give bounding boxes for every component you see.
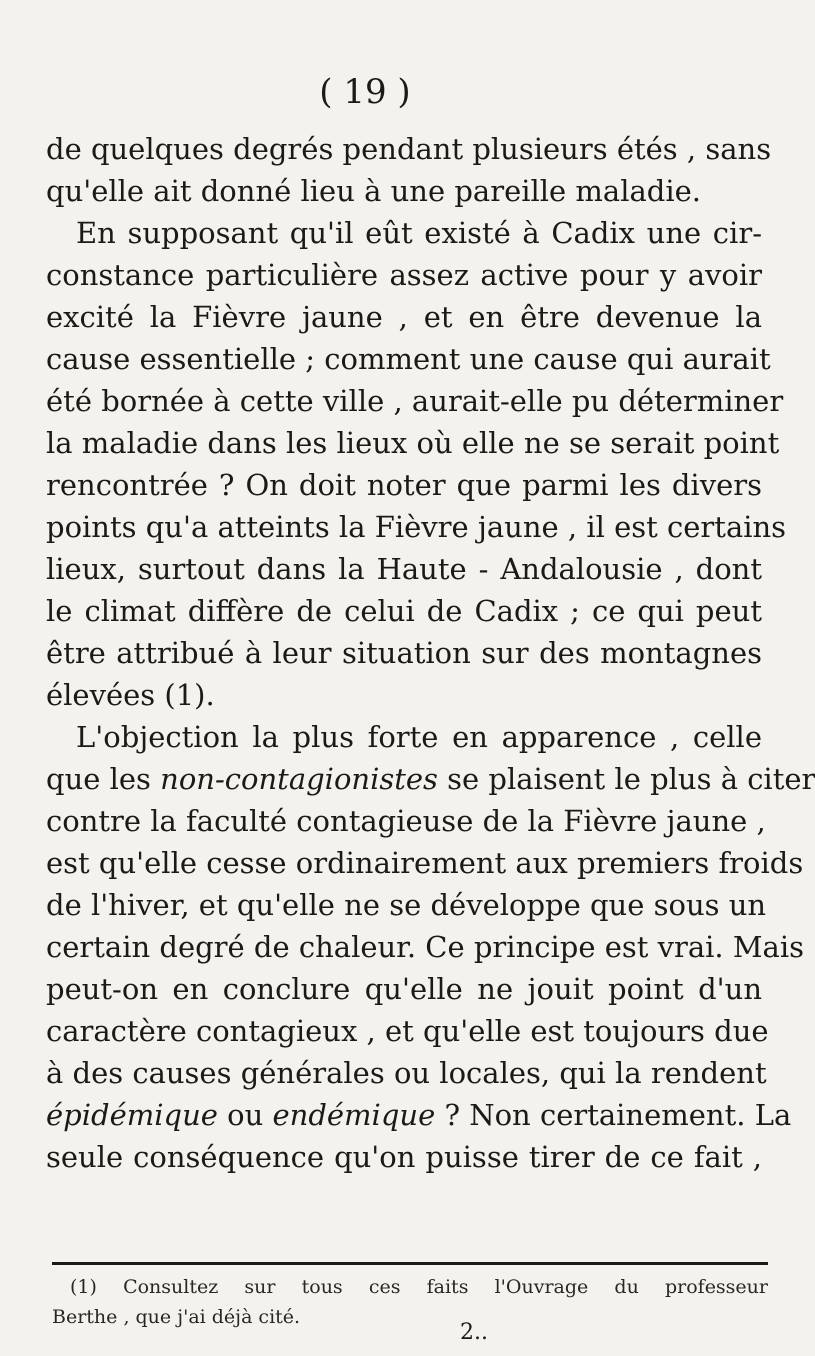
text-line: rencontrée ? On doit noter que parmi les divers — [46, 468, 762, 502]
paragraph-1 — [46, 128, 772, 212]
text-segment: ? Non certainement. La — [435, 1098, 792, 1132]
text-line: excité la Fièvre jaune , et en être devenue la — [46, 300, 762, 334]
paragraph-2 — [46, 212, 787, 716]
text-line: été bornée à cette ville , aurait-elle pu déterminer — [46, 384, 784, 418]
text-line: de quelques degrés pendant plusieurs étés , sans — [46, 132, 772, 166]
text-line: points qu'a atteints la Fièvre jaune , il est certains — [46, 510, 787, 544]
footnote — [52, 1272, 768, 1332]
text-line-with-italic — [46, 758, 815, 800]
text-line: la maladie dans les lieux où elle ne se serait point — [46, 426, 780, 460]
text-line: lieux, surtout dans la Haute - Andalousie , dont — [46, 552, 762, 586]
page-number: ( 19 ) — [319, 72, 411, 112]
italic-term-non-contagionistes: non-contagionistes — [160, 762, 438, 796]
footnote-line: (1) Consultez sur tous ces faits l'Ouvrage du professeur — [70, 1276, 768, 1298]
text-line: En supposant qu'il eût existé à Cadix une cir- — [76, 216, 762, 250]
text-line: le climat diffère de celui de Cadix ; ce qui peut — [46, 594, 762, 628]
text-line: cause essentielle ; comment une cause qui aurait — [46, 342, 771, 376]
text-segment: que les — [46, 762, 161, 796]
text-line: à des causes générales ou locales, qui la rendent — [46, 1056, 767, 1090]
text-line: certain degré de chaleur. Ce principe est vrai. Mais — [46, 930, 805, 964]
text-line: constance particulière assez active pour y avoir — [46, 258, 762, 292]
body-text — [46, 128, 815, 1178]
text-line: être attribué à leur situation sur des montagnes — [46, 636, 762, 670]
footnote-divider — [52, 1262, 768, 1265]
text-line: peut-on en conclure qu'elle ne jouit point d'un — [46, 972, 762, 1006]
text-line: est qu'elle cesse ordinairement aux premiers froids — [46, 846, 804, 880]
paragraph-3 — [46, 716, 815, 1178]
italic-term-epidemique: épidémique — [46, 1098, 218, 1132]
text-line: qu'elle ait donné lieu à une pareille maladie. — [46, 174, 702, 208]
text-line: caractère contagieux , et qu'elle est toujours due — [46, 1014, 769, 1048]
text-segment: ou — [217, 1098, 273, 1132]
signature-mark: 2.. — [460, 1320, 488, 1345]
text-line: de l'hiver, et qu'elle ne se développe que sous un — [46, 888, 767, 922]
text-line: seule conséquence qu'on puisse tirer de ce fait , — [46, 1140, 762, 1174]
text-segment: se plaisent le plus à citer — [437, 762, 815, 796]
text-line: L'objection la plus forte en apparence , celle — [76, 720, 762, 754]
footnote-line: Berthe , que j'ai déjà cité. — [52, 1306, 301, 1328]
italic-term-endemique: endémique — [272, 1098, 436, 1132]
text-line-with-italic — [46, 1094, 792, 1136]
text-line: élevées (1). — [46, 678, 215, 712]
text-line: contre la faculté contagieuse de la Fièvre jaune , — [46, 804, 766, 838]
